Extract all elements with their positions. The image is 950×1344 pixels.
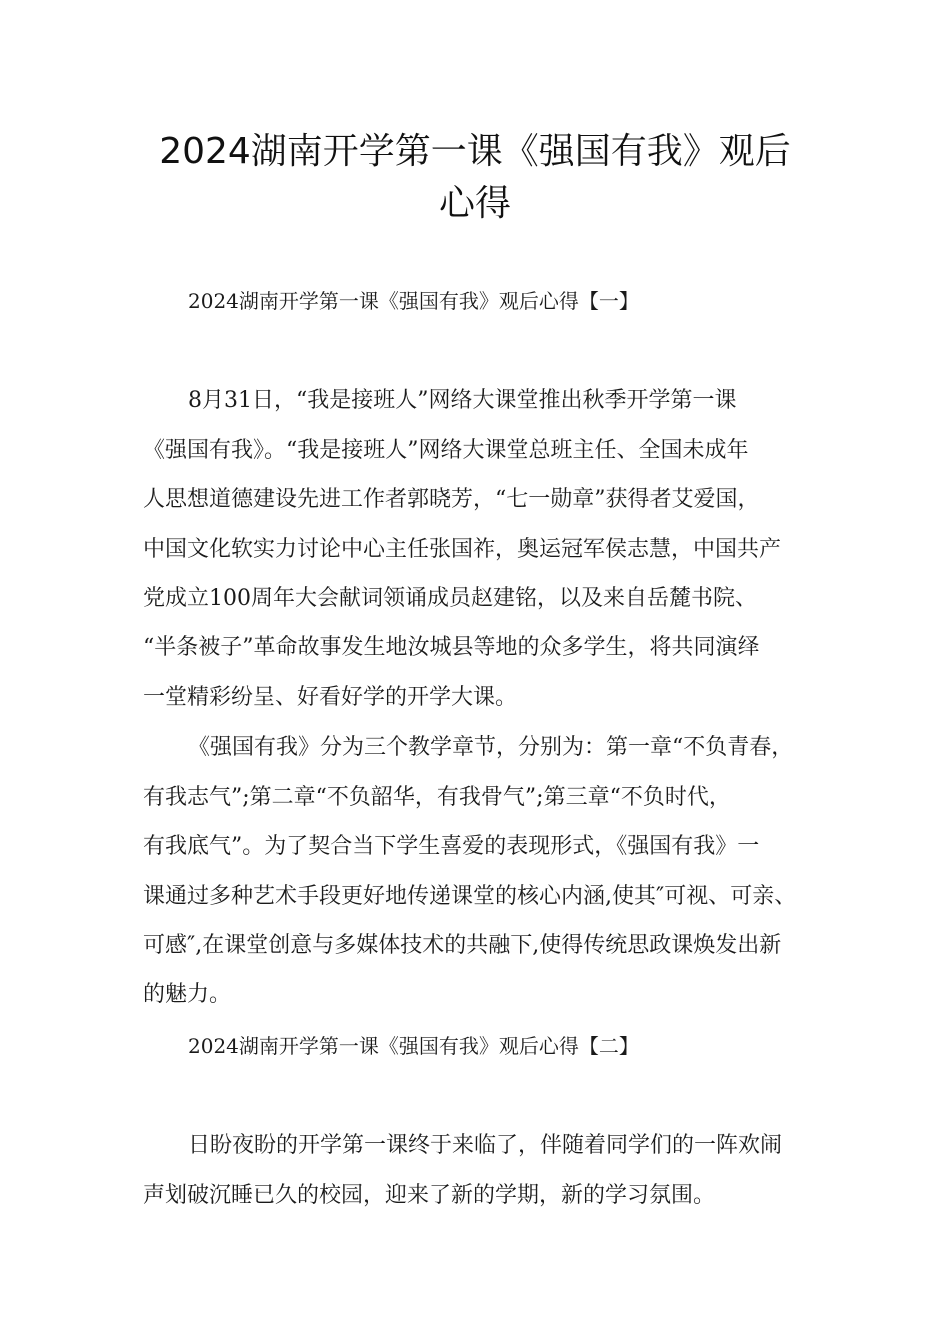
paragraph-line: 人思想道德建设先进工作者郭晓芳，“七一勋章”获得者艾爱国，	[143, 487, 760, 512]
paragraph-line: 声划破沉睡已久的校园，迎来了新的学期，新的学习氛围。	[143, 1183, 716, 1208]
paragraph-line: 日盼夜盼的开学第一课终于来临了，伴随着同学们的一阵欢闹	[188, 1133, 783, 1158]
paragraph-line: 《强国有我》。“我是接班人”网络大课堂总班主任、全国未成年	[143, 438, 749, 463]
document-title-line-2: 心得	[438, 183, 511, 224]
paragraph-line: 课通过多种艺术手段更好地传递课堂的核心内涵,使其″可视、可亲、	[143, 884, 797, 909]
section-heading-2: 2024湖南开学第一课《强国有我》观后心得【二】	[188, 1034, 639, 1058]
document-title-line-1: 2024湖南开学第一课《强国有我》观后	[159, 131, 791, 172]
paragraph-line: 可感″,在课堂创意与多媒体技术的共融下,使得传统思政课焕发出新	[143, 933, 782, 958]
paragraph-line: 党成立100周年大会献词领诵成员赵建铭，以及来自岳麓书院、	[143, 586, 757, 611]
paragraph-line: 8月31日，“我是接班人”网络大课堂推出秋季开学第一课	[188, 388, 737, 413]
paragraph-line: 有我志气”;第二章“不负韶华，有我骨气”;第三章“不负时代，	[143, 785, 731, 810]
paragraph-line: 的魅力。	[143, 982, 232, 1007]
paragraph-line: “半条被子”革命故事发生地汝城县等地的众多学生，将共同演绎	[143, 635, 760, 660]
paragraph-line: 一堂精彩纷呈、好看好学的开学大课。	[143, 685, 518, 710]
paragraph-line: 中国文化软实力讨论中心主任张国祚，奥运冠军侯志慧，中国共产	[143, 537, 782, 562]
paragraph-line: 《强国有我》分为三个教学章节，分别为：第一章“不负青春，	[188, 735, 794, 760]
section-heading-1: 2024湖南开学第一课《强国有我》观后心得【一】	[188, 289, 639, 313]
paragraph-line: 有我底气”。为了契合当下学生喜爱的表现形式，《强国有我》一	[143, 834, 760, 859]
